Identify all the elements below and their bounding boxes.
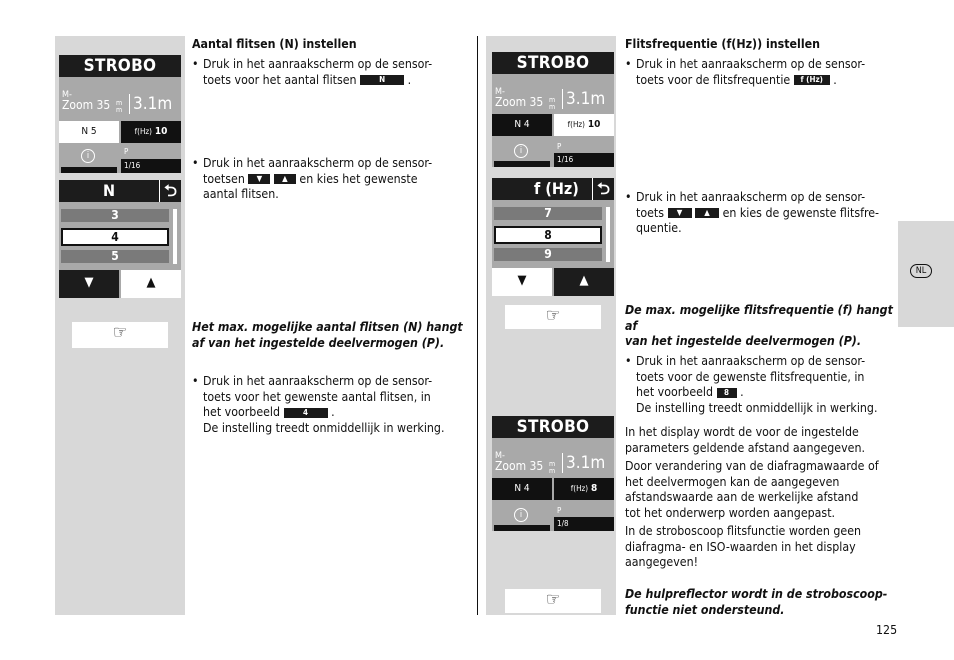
list-title: N ⮌ (59, 180, 181, 202)
power-level[interactable]: P 1/16 (554, 140, 614, 167)
scrollbar[interactable] (173, 209, 177, 264)
list-item[interactable]: 7 (494, 207, 602, 220)
n-chip: N (360, 75, 404, 85)
power-level[interactable]: P 1/16 (121, 145, 181, 173)
unit-label: m m (549, 96, 556, 111)
n-button[interactable]: N 5 (59, 121, 119, 143)
distance-value: 3.1m (129, 94, 172, 114)
down-chip: ▼ (668, 208, 692, 218)
m-label: M- (495, 87, 505, 97)
list-item[interactable]: 9 (494, 248, 602, 261)
fhz-button[interactable]: f(Hz) 8 (554, 478, 614, 500)
distance-value: 3.1m (562, 89, 605, 109)
left-bullet-3: • Druk in het aanraakscherm op de sensor- toets voor het gewenste aantal flitsen, in het voorbeeld 4 . De instelling treedt onmiddellijk in werking. (192, 374, 445, 435)
right-bullet-2: • Druk in het aanraakscherm op de sensor- toets ▼ ▲ en kies de gewenste flitsfre- quentie. (625, 190, 880, 235)
right-paragraph: In het display wordt de voor de ingestelde parameters geldende afstand aangegeven. Door verandering van de diafragmawaarde of het deelvermogen kan de aangegeven afstandswaarde aan de werkelijke afstand tot het onderwerp worden aangepast. In de stroboscoop flitsfunctie worden geen diafragma- en ISO-waarden in het display aangegeven! (625, 425, 879, 569)
unit-label: m m (116, 99, 123, 114)
power-level[interactable]: P 1/8 (554, 504, 614, 531)
right-fhz-list (492, 178, 614, 296)
down-chip: ▼ (248, 174, 270, 184)
left-n-list (59, 180, 181, 298)
fhz-button[interactable]: f(Hz) 10 (121, 121, 181, 143)
back-icon[interactable]: ⮌ (592, 178, 610, 200)
back-icon[interactable]: ⮌ (159, 180, 177, 202)
pointing-hand-icon: ☞ (505, 305, 601, 329)
side-tab-label: NL (910, 264, 932, 278)
list-item[interactable]: 3 (61, 209, 169, 222)
unit-label: m m (549, 460, 556, 475)
up-chip: ▲ (695, 208, 719, 218)
right-bullet-3: • Druk in het aanraakscherm op de sensor- toets voor de gewenste flitsfrequentie, in het voorbeeld 8 . De instelling treedt onmiddellijk in werking. (625, 354, 878, 415)
down-arrow-button[interactable]: ▼ (492, 268, 552, 296)
left-heading: Aantal flitsen (N) instellen (192, 37, 357, 51)
right-strobo-display-1 (492, 52, 614, 167)
display-title: STROBO (492, 416, 614, 438)
list-title: f (Hz) ⮌ (492, 178, 614, 200)
right-bullet-1: • Druk in het aanraakscherm op de sensor- toets voor de flitsfrequentie f (Hz) . (625, 57, 866, 87)
info-icon[interactable]: i (492, 140, 552, 167)
four-chip: 4 (284, 408, 328, 418)
m-label: M- (495, 451, 505, 461)
right-note: De max. mogelijke flitsfrequentie (f) hangt af van het ingestelde deelvermogen (P). (625, 303, 893, 348)
left-strobo-display (59, 55, 181, 173)
n-button[interactable]: N 4 (492, 478, 552, 500)
left-bullet-2: • Druk in het aanraakscherm op de sensor- toetsen ▼ ▲ en kies het gewenste aantal flitsen. (192, 156, 433, 201)
m-label: M- (62, 90, 72, 100)
up-arrow-button[interactable]: ▲ (554, 268, 614, 296)
right-strobo-display-2 (492, 416, 614, 531)
left-note: Het max. mogelijke aantal flitsen (N) hangt af van het ingestelde deelvermogen (P). (192, 320, 463, 350)
display-title: STROBO (492, 52, 614, 74)
page-number: 125 (876, 623, 898, 637)
info-icon[interactable]: i (59, 145, 119, 173)
right-heading: Flitsfrequentie (f(Hz)) instellen (625, 37, 820, 51)
distance-value: 3.1m (562, 453, 605, 473)
list-item[interactable]: 5 (61, 250, 169, 263)
up-chip: ▲ (274, 174, 296, 184)
list-item-selected[interactable]: 8 (494, 226, 602, 244)
n-button[interactable]: N 4 (492, 114, 552, 136)
pointing-hand-icon: ☞ (72, 322, 168, 348)
column-divider (477, 36, 478, 615)
pointing-hand-icon: ☞ (505, 589, 601, 613)
up-arrow-button[interactable]: ▲ (121, 270, 181, 298)
right-note-2: De hulpreflector wordt in de stroboscoop- functie niet ondersteund. (625, 587, 888, 617)
zoom-label: Zoom 35 (62, 98, 111, 112)
eight-chip: 8 (717, 388, 737, 398)
fhz-chip: f (Hz) (794, 75, 830, 85)
down-arrow-button[interactable]: ▼ (59, 270, 119, 298)
zoom-label: Zoom 35 (495, 459, 544, 473)
fhz-button[interactable]: f(Hz) 10 (554, 114, 614, 136)
left-bullet-1: • Druk in het aanraakscherm op de sensor- toets voor het aantal flitsen N . (192, 57, 433, 87)
info-icon[interactable]: i (492, 504, 552, 531)
zoom-label: Zoom 35 (495, 95, 544, 109)
display-title: STROBO (59, 55, 181, 77)
scrollbar[interactable] (606, 207, 610, 262)
list-item-selected[interactable]: 4 (61, 228, 169, 246)
